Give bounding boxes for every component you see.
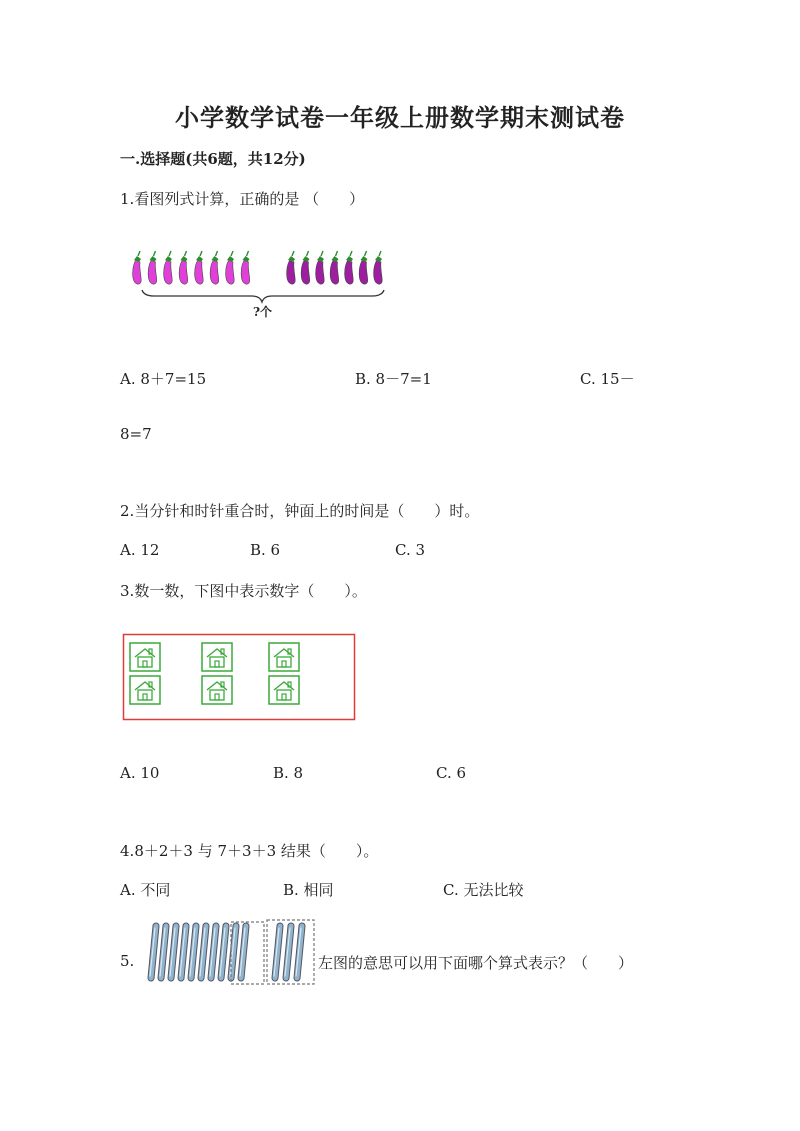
figure-label: ?个 — [253, 305, 273, 319]
eggplant-icon — [210, 251, 219, 284]
eggplant-icon — [330, 251, 339, 284]
question-4 — [120, 840, 378, 861]
eggplant-icon — [241, 251, 250, 284]
eggplant-group-right — [287, 251, 383, 284]
eggplant-icon — [301, 251, 310, 284]
question-3 — [120, 580, 367, 601]
stick-icon — [150, 926, 156, 978]
question-1 — [120, 188, 364, 209]
page-title: 小学数学试卷一年级上册数学期末测试卷 — [175, 103, 625, 132]
question-text: 8＋2＋3 与 7＋3＋3 结果（ ）。 — [134, 842, 379, 860]
stick-icon — [180, 926, 186, 978]
stick-icon — [285, 926, 291, 978]
option-a[interactable]: A. 不同 — [120, 881, 171, 899]
house-icon — [130, 676, 160, 704]
eggplant-icon — [148, 251, 157, 284]
option-b[interactable]: B. 8 — [273, 764, 304, 782]
stick-icon — [200, 926, 206, 978]
eggplant-icon — [345, 251, 354, 284]
option-c-continued: 8=7 — [120, 425, 152, 443]
option-b[interactable]: B. 相同 — [283, 881, 334, 899]
question-text: 当分针和时针重合时，钟面上的时间是（ ）时。 — [134, 502, 480, 520]
sticks-figure — [140, 918, 320, 988]
option-a[interactable]: A. 10 — [120, 764, 160, 782]
eggplant-icon — [359, 251, 368, 284]
question-number: 3. — [120, 582, 135, 600]
stick-icon — [220, 926, 226, 978]
stick-icon — [296, 926, 302, 978]
question-2 — [120, 500, 479, 521]
question-text: 数一数，下图中表示数字（ ）。 — [134, 582, 367, 600]
section-heading: 一.选择题(共6题，共12分) — [120, 150, 306, 168]
stick-icon — [170, 926, 176, 978]
option-c[interactable]: C. 15－ — [580, 370, 635, 388]
option-c[interactable]: C. 3 — [395, 541, 426, 559]
eggplant-icon — [374, 251, 383, 284]
stick-icon — [240, 926, 246, 978]
question-text: 左图的意思可以用下面哪个算式表示？（ ） — [318, 954, 634, 972]
option-b[interactable]: B. 6 — [250, 541, 281, 559]
eggplant-icon — [164, 251, 173, 284]
eggplant-icon — [195, 251, 204, 284]
option-b[interactable]: B. 8－7=1 — [355, 370, 432, 388]
option-a[interactable]: A. 8＋7=15 — [120, 370, 207, 388]
eggplant-group-left — [133, 251, 250, 284]
eggplant-icon — [287, 251, 296, 284]
house-icon — [202, 643, 232, 671]
eggplant-icon — [316, 251, 325, 284]
eggplant-icon — [179, 251, 188, 284]
option-c[interactable]: C. 6 — [436, 764, 467, 782]
house-icon — [130, 643, 160, 671]
house-icon — [269, 676, 299, 704]
eggplant-icon — [226, 251, 235, 284]
houses-figure — [122, 633, 357, 723]
question-number: 2. — [120, 502, 135, 520]
question-number: 5. — [120, 952, 135, 970]
stick-icon — [160, 926, 166, 978]
option-a[interactable]: A. 12 — [120, 541, 160, 559]
house-icon — [269, 643, 299, 671]
bracket — [142, 290, 384, 302]
house-icon — [202, 676, 232, 704]
stick-icon — [190, 926, 196, 978]
question-number: 1. — [120, 190, 135, 208]
stick-icon — [210, 926, 216, 978]
stick-icon — [274, 926, 280, 978]
question-number: 4. — [120, 842, 135, 860]
eggplant-icon — [133, 251, 142, 284]
question-text: 看图列式计算，正确的是 （ ） — [134, 190, 365, 208]
option-c[interactable]: C. 无法比较 — [443, 881, 524, 899]
